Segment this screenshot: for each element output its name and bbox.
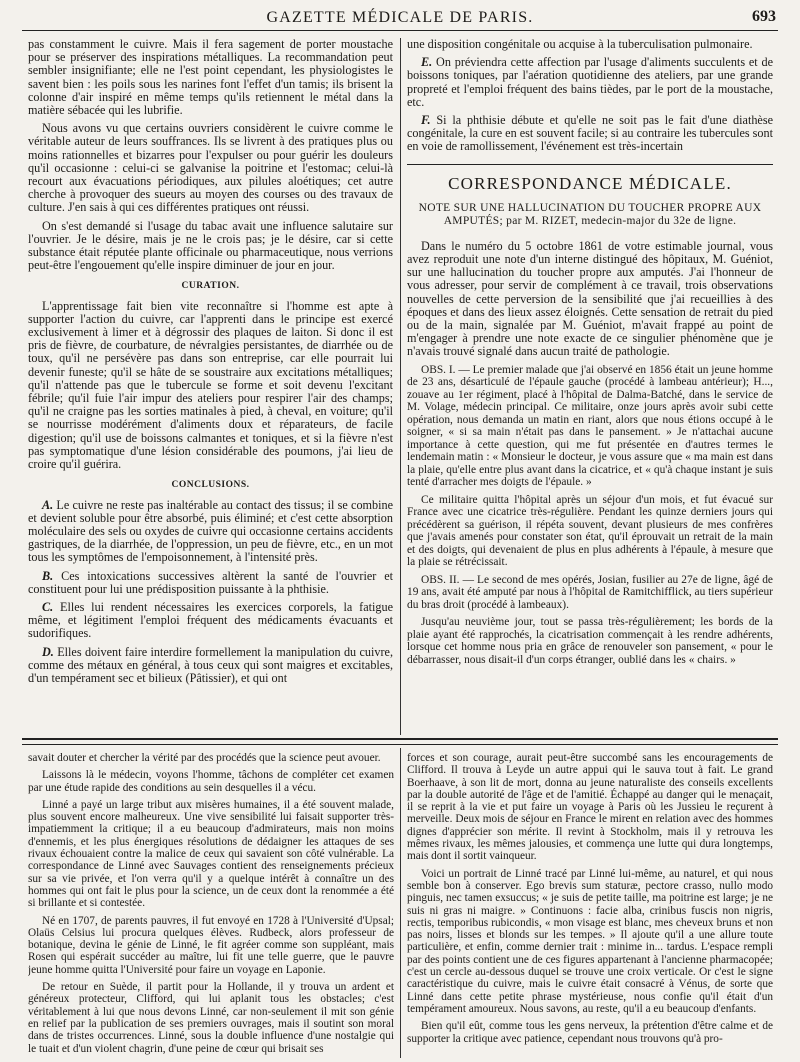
item-text: Elles lui rendent nécessaires les exercices corporels, la fatigue même, et légitiment l'emploi fréquent des médicaments évacuants et sudorifiques. bbox=[28, 599, 393, 641]
item-letter: F. bbox=[421, 113, 431, 128]
feuilleton-column-left bbox=[28, 752, 394, 1057]
section-heading-conclusions: CONCLUSIONS. bbox=[171, 480, 250, 491]
paragraph: une disposition congénitale ou acquise à la tuberculisation pulmonaire. bbox=[407, 38, 753, 51]
article-column-top-right bbox=[407, 38, 773, 735]
paragraph: Bien qu'il eût, comme tous les gens nerveux, la prétention d'être calme et de supporter la critique avec patience, cependant nous trouvons qu'à pro- bbox=[407, 1020, 773, 1045]
paragraph: L'apprentissage fait bien vite reconnaître si l'homme est apte à supporter l'action du cuivre, car l'apprenti dans le principe est exercé exclusivement à limer et à dégrossir des plaques de laiton. Si donc il est pris de fièvre, de courbature, de névralgies persistantes, de diarrhée ou de toux, qu'il ne persévère pas dans son entreprise, car elle pourrait lui devenir funeste; qu'il se hâte de se soustraire aux excitations métalliques; qu'il n'attende pas que le tubercule se forme et soit devenu l'excitant fébrile; qu'il fuie l'air impur des ateliers pour respirer l'air des champs; qu'il ne craigne pas les sorties matinales à pied, à cheval, en voiture; qu'il se nourrisse modérément d'aliments doux et réparateurs, de facile digestion; qu'il use de boissons calmantes et toniques, et si la fièvre n'est pas symptomatique d'une lésion considérable des poumons, j'ai lieu de croire qu'il guérira. bbox=[28, 298, 393, 472]
paragraph: forces et son courage, aurait peut-être succombé sans les encouragements de Clifford. Il trouva à Leyde un autre appui qui le sauva tout à fait. Le grand Boerhaave, à son lit de mort, donna au jeune naturaliste des conseils excellents par la double autorité de l'âge et de l'amitié. Échappé au danger qui le menaçait, il se reprit à la vie et put faire un voyage à Paris où les Jussieu le reçurent à merveille. Deux mois de séjour en France le mirent en relation avec des hommes dignes d'apprécier son mérite. Il revint à Stockholm, mais il y retrouva les mêmes rivaux, les mêmes jalousies, et commença une lutte qui dura longtemps, mais dont il sortit vainqueur. bbox=[407, 752, 773, 863]
paragraph: Laissons là le médecin, voyons l'homme, tâchons de compléter cet examen par une étude rapide des conditions au sein desquelles il a vécu. bbox=[28, 769, 394, 794]
feuilleton-column-right bbox=[407, 752, 773, 1057]
paragraph: Né en 1707, de parents pauvres, il fut envoyé en 1728 à l'Université d'Upsal; Olaüs Celsius lui procura quelques élèves. Rudbeck, alors professeur de botanique, devina le génie de Linné, le fit agréer comme son suppléant, mais Rosen qui espérait succéder au maître, lui fit une telle guerre, que le pauvre jeune homme quitta l'Université pour faire un voyage en Laponie. bbox=[28, 914, 394, 976]
feuilleton-divider bbox=[22, 738, 778, 745]
section-heading-curation: CURATION. bbox=[181, 281, 240, 292]
paragraph: savait douter et chercher la vérité par des procédés que la science peut avouer. bbox=[28, 752, 381, 764]
conclusion-item-c bbox=[28, 601, 393, 641]
page-header bbox=[22, 6, 778, 31]
paragraph: De retour en Suède, il partit pour la Hollande, il y trouva un ardent et généreux protecteur, Clifford, qui lui aplanit tous les obstacles; c'est véritablement à lui que nous devons Linné, car non-seulement il mit son génie en relief par la publication de ses premiers ouvrages, mais il soutint son moral dans de tristes occurrences. Linné, sous la double influence d'une nostalgie qui le tuait et d'un violent chagrin, d'une peine de cœur qui brisait ses bbox=[28, 981, 394, 1055]
paragraph: Nous avons vu que certains ouvriers considèrent le cuivre comme le véritable auteur de leurs souffrances. Ils se livrent à des pratiques plus ou moins rationnelles et bizarres pour l'expulser ou pour guérir les douleurs qu'il occasionne : celui-ci se galvanise la poitrine et l'estomac; celui-là recourt aux évacuations périodiques, aux pilules aloétiques; cet autre cherche à provoquer des sueurs au moyen des courses ou des travaux de culture. J'en sais à qui ces différentes pratiques ont réussi. bbox=[28, 121, 393, 215]
rubrique-title: CORRESPONDANCE MÉDICALE. bbox=[448, 173, 732, 193]
paragraph: Jusqu'au neuvième jour, tout se passa très-régulièrement; les bords de la plaie ayant été rapprochés, la cicatrisation commençait à les rendre adhérents, lorsque cet homme nous pria en grâce de renouveler son pansement, « pour le débarrasser, nous disait-il d'un corps étranger, oublié dans les « chairs. » bbox=[407, 616, 773, 666]
article-column-top-left bbox=[28, 38, 393, 735]
item-letter: C. bbox=[42, 599, 54, 614]
section-divider bbox=[407, 164, 773, 165]
column-divider bbox=[400, 748, 401, 1058]
conclusion-item-a bbox=[28, 499, 393, 565]
item-letter: A. bbox=[42, 497, 54, 512]
paragraph: Ce militaire quitta l'hôpital après un séjour d'un mois, et fut évacué sur France avec une cicatrice très-régulière. Pendant les quinze derniers jours qui précédèrent sa guérison, il répéta souvent, devant plusieurs de mes confrères que j'avais amenés pour constater son état, qu'il éprouvait un retrait de la main et des doigts, qui devenaient de plus en plus adhérents à l'épaule, à mesure que la plaie se rétrécissait. bbox=[407, 493, 773, 569]
observation-1: OBS. I. — Le premier malade que j'ai observé en 1856 était un jeune homme de 23 ans, désarticulé de l'épaule gauche (procédé à lambeau antérieur); H..., zouave au 1er régiment, placé à l'hôpital de Dalma-Batché, dans le service de M. Volage, médecin principal. Ce militaire, onze jours après avoir subi cette opération, nous demanda un matin en riant, alors que nous étions occupé à le soigner, « si sa main n'était pas dans le pansement. » Je n'attachai aucune importance à cette question, qui me fut présentée en d'autres termes le lendemain matin : « Monsieur le docteur, je vous assure que « ma main est dans la plaie, qu'elle entre plus avant dans la cicatrice, et « qu'à chaque instant je suis tenté d'arracher mes doigts de l'épaule. » bbox=[407, 363, 773, 489]
item-letter: B. bbox=[42, 568, 54, 583]
item-text: On préviendra cette affection par l'usage d'aliments succulents et de boissons toniques, par l'aération quotidienne des ateliers, par une grande propreté et l'emploi fréquent des bains tièdes, par le port de la moustache, etc. bbox=[407, 55, 773, 109]
paragraph: Linné a payé un large tribut aux misères humaines, il a été souvent malade, plus souvent encore malheureux. Une vive sensibilité lui faisait supporter très-impatiemment la critique; il a eu beaucoup d'admirateurs, mais non moins d'ennemis, et les plus énergiques résolutions de dédaigner les attaques de ses rivaux échouaient contre la malice de ceux qui savaient son côté vulnérable. La correspondance de Linné avec Sauvages contient des renseignements précieux sur sa vie privée, et l'on verra qu'il y a quelque intérêt à connaître un des hommes qui ont fait le plus pour la science, un de ceux dont la renommée a été si brillante et si contestée. bbox=[28, 798, 394, 910]
page-number: 693 bbox=[752, 8, 776, 25]
paragraph: On s'est demandé si l'usage du tabac avait une influence salutaire sur l'ouvrier. Je le désire, mais je ne le crois pas; je le désire, car si cette substance était réputée plante officinale ou pharmaceutique, nous verrions peut-être l'engouement qu'elle inspire diminuer de jour en jour. bbox=[28, 218, 393, 273]
paragraph: pas constamment le cuivre. Mais il fera sagement de porter moustache pour se préserver des inspirations métalliques. La recommandation peut sembler insignifiante; elle ne l'est point cependant, les physiologistes le savent bien : les poils sous les narines font l'effet d'un tamis; ils brisent la colonne d'air inspiré en même temps qu'ils retiennent le métal dans la matière sébacée qui les lubrifie. bbox=[28, 38, 393, 118]
column-divider bbox=[400, 38, 401, 735]
conclusion-item-f bbox=[407, 114, 773, 154]
item-text: Ces intoxications successives altèrent la santé de l'ouvrier et constituent pour lui une prédisposition puissante à la phthisie. bbox=[28, 568, 393, 596]
paragraph: Dans le numéro du 5 octobre 1861 de votre estimable journal, vous avez reproduit une note d'un interne distingué des hôpitaux, M. Guéniot, sur une hallucination du toucher propre aux amputés. J'ai l'honneur de vous adresser, pour servir de complément à ce travail, trois observations nouvelles de cette perversion de la sensibilité que j'ai recueillies à des époques et dans des lieux assez éloignés. Cette sensation de retrait du pied ou de la main, signalée par M. Guéniot, m'avait frappé au point de m'engager à prendre une note exacte de ce singulier phénomène que je n'avais trouvé signalé dans aucun traité de pathologie. bbox=[407, 238, 773, 359]
item-text: Elles doivent faire interdire formellement la manipulation du cuivre, comme des métaux en général, à tous ceux qui sont maigres et excitables, d'un tempérament sec et bilieux (Pâtissier), et qui ont bbox=[28, 644, 393, 685]
observation-2: OBS. II. — Le second de mes opérés, Josian, fusilier au 27e de ligne, âgé de 19 ans, avait été amputé par nous à l'hôpital de Ramitchifflick, au tiers supérieur du bras droit (procédé à lambeaux). bbox=[407, 573, 773, 611]
conclusion-item-e bbox=[407, 56, 773, 109]
paragraph: Voici un portrait de Linné tracé par Linné lui-même, au naturel, et qui nous semble bon à conserver. Ego brevis sum staturæ, pectore crasso, nullo modo pinguis, nec tamen exsuccus; « je suis de petite taille, ma poitrine est large; je ne suis ni gras ni maigre. » Continuons : facie alba, crinibus fuscis non nigris, rectis, temporibus rubicondis, « mon visage est blanc, mes cheveux bruns et non pas noirs, lisses et blonds sur les tempes. » Il ajoute qu'il a une allure toute particulière, et enfin, comme dernier trait : minime in... tardus. L'espace rempli par des points contient une de ces figures appartenant à l'ancienne pharmacopée; c'est un cercle au-dessous duquel se trouve une croix verticale. Or c'est le signe caractéristique du cuivre, mais le cuivre était consacré à Vénus, de sorte que Linné dans cette petite phrase mystérieuse, nous confie qu'il était d'un tempérament amoureux. Nous savons, au reste, qu'il a eu beaucoup d'enfants. bbox=[407, 867, 773, 1015]
item-letter: E. bbox=[421, 55, 433, 70]
item-letter: D. bbox=[42, 644, 54, 659]
article-subtitle: NOTE SUR UNE HALLUCINATION DU TOUCHER PROPRE AUX AMPUTÉS; par M. RIZET, medecin-major du 32e de ligne. bbox=[418, 201, 762, 227]
item-text: Si la phthisie débute et qu'elle ne soit pas le fait d'une diathèse congénitale, la cure en est souvent facile; si au contraire les tubercules sont en voie de ramollissement, l'événement est très-incertain bbox=[407, 113, 773, 154]
journal-title: GAZETTE MÉDICALE DE PARIS. bbox=[266, 9, 534, 26]
conclusion-item-d bbox=[28, 646, 393, 686]
item-text: Le cuivre ne reste pas inaltérable au contact des tissus; il se combine et devient soluble pour être absorbé, puis éliminé; et c'est cette absorption moléculaire des sels ou oxydes de cuivre qui occasionne certains accidents gastriques, de la diarrhée, de l'oppression, un peu de fièvre, etc., en un mot tous les symptômes de l'empoisonnement, à l'intensité près. bbox=[28, 497, 393, 565]
conclusion-item-b bbox=[28, 570, 393, 596]
